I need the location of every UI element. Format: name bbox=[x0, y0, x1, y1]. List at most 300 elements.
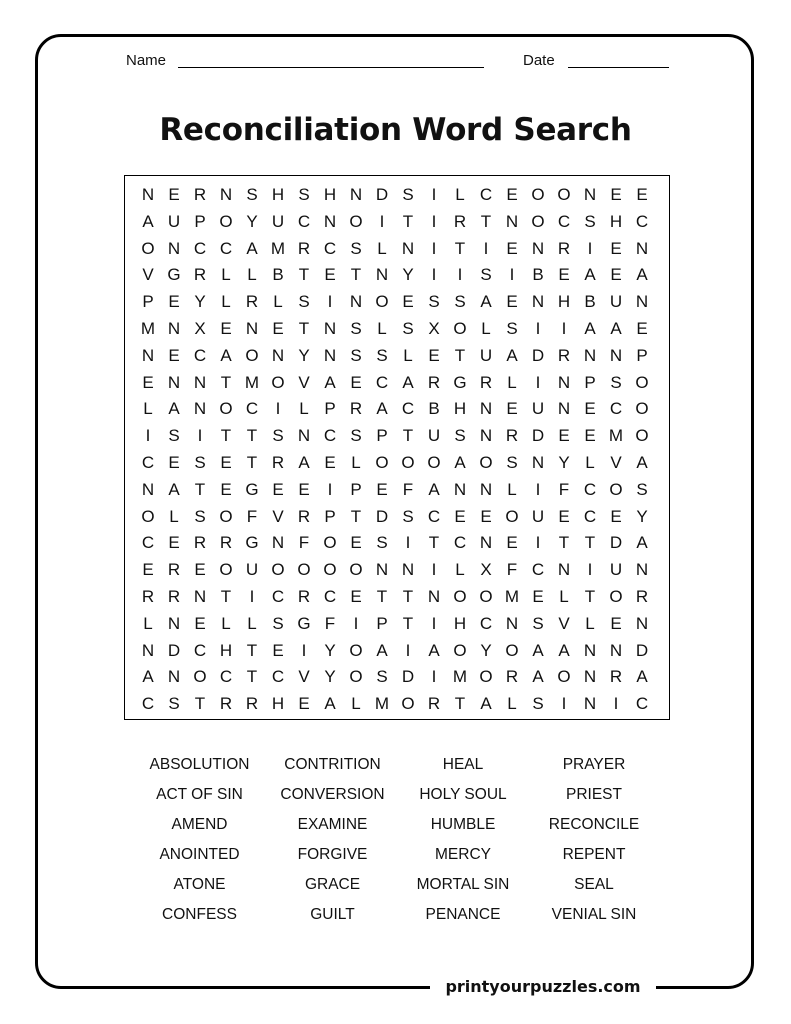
grid-letter: I bbox=[535, 319, 541, 338]
grid-letter: N bbox=[401, 238, 415, 258]
grid-letter: M bbox=[270, 238, 286, 258]
grid-letter: I bbox=[301, 640, 307, 660]
grid-letter: F bbox=[298, 533, 310, 553]
grid-row bbox=[135, 610, 655, 637]
grid-letter: I bbox=[561, 319, 567, 338]
grid-letter: N bbox=[193, 372, 207, 392]
grid-letter: P bbox=[584, 372, 596, 392]
grid-letter: O bbox=[531, 211, 545, 231]
grid-row bbox=[135, 449, 655, 476]
grid-letter: T bbox=[220, 372, 232, 392]
grid-letter: N bbox=[141, 479, 155, 499]
grid-letter: E bbox=[324, 265, 336, 285]
grid-letter: E bbox=[324, 453, 336, 472]
grid-letter: O bbox=[479, 453, 493, 472]
grid-letter: A bbox=[324, 694, 336, 714]
grid-letter: R bbox=[245, 292, 259, 312]
grid-letter: B bbox=[428, 399, 440, 419]
word-list-item: SEAL bbox=[574, 876, 614, 893]
grid-letter: M bbox=[244, 372, 260, 392]
grid-letter: O bbox=[219, 211, 233, 231]
name-line bbox=[178, 67, 484, 68]
grid-letter: I bbox=[457, 265, 463, 285]
grid-letter: N bbox=[167, 613, 181, 633]
grid-letter: O bbox=[323, 533, 337, 553]
grid-letter: I bbox=[535, 372, 541, 392]
grid-letter: U bbox=[427, 426, 441, 446]
grid-letter: E bbox=[636, 319, 648, 338]
grid-letter: S bbox=[168, 694, 180, 714]
grid-letter: A bbox=[376, 640, 388, 660]
grid-letter: H bbox=[271, 694, 285, 714]
grid-letter: Y bbox=[194, 292, 206, 312]
grid-letter: O bbox=[349, 211, 363, 231]
grid-letter: P bbox=[324, 506, 336, 526]
grid-letter: V bbox=[298, 372, 310, 392]
grid-letter: F bbox=[246, 506, 258, 526]
grid-letter: H bbox=[219, 640, 233, 660]
grid-letter: L bbox=[299, 399, 309, 419]
grid-letter: R bbox=[167, 560, 181, 580]
grid-letter: V bbox=[610, 453, 622, 472]
grid-letter: A bbox=[584, 265, 596, 285]
grid-letter: C bbox=[271, 587, 285, 606]
grid-letter: O bbox=[427, 453, 441, 472]
grid-letter: C bbox=[141, 533, 155, 553]
grid-letter: R bbox=[505, 667, 519, 687]
grid-letter: E bbox=[558, 265, 570, 285]
grid-letter: O bbox=[401, 694, 415, 714]
grid-letter: C bbox=[141, 694, 155, 714]
grid-letter: N bbox=[583, 694, 597, 714]
grid-letter: A bbox=[142, 667, 154, 687]
grid-letter: N bbox=[245, 319, 259, 338]
grid-letter: E bbox=[506, 399, 518, 419]
grid-letter: O bbox=[479, 667, 493, 687]
grid-letter: E bbox=[168, 533, 180, 553]
grid-letter: E bbox=[506, 533, 518, 553]
grid-row bbox=[135, 663, 655, 690]
grid-letter: L bbox=[273, 292, 283, 312]
grid-letter: S bbox=[246, 185, 258, 204]
grid-letter: A bbox=[298, 453, 310, 472]
grid-letter: N bbox=[609, 345, 623, 365]
grid-letter: E bbox=[402, 292, 414, 312]
grid-letter: O bbox=[297, 560, 311, 580]
grid-letter: S bbox=[428, 292, 440, 312]
grid-letter: R bbox=[219, 694, 233, 714]
grid-letter: C bbox=[323, 587, 337, 606]
grid-letter: I bbox=[249, 587, 255, 606]
grid-letter: T bbox=[350, 265, 362, 285]
grid-letter: Y bbox=[636, 506, 648, 526]
word-list-item: MERCY bbox=[435, 846, 491, 863]
grid-letter: T bbox=[558, 533, 570, 553]
grid-letter: M bbox=[504, 587, 520, 606]
grid-letter: E bbox=[168, 292, 180, 312]
grid-letter: N bbox=[349, 185, 363, 204]
grid-letter: Y bbox=[480, 640, 492, 660]
word-list-item: MORTAL SIN bbox=[416, 876, 510, 893]
grid-letter: L bbox=[507, 372, 517, 392]
grid-letter: R bbox=[297, 506, 311, 526]
grid-letter: E bbox=[506, 185, 518, 204]
grid-letter: R bbox=[427, 694, 441, 714]
grid-letter: E bbox=[558, 506, 570, 526]
word-list-item: PENANCE bbox=[425, 906, 501, 923]
grid-letter: D bbox=[531, 426, 545, 446]
grid-letter: S bbox=[272, 613, 284, 633]
grid-letter: O bbox=[245, 345, 259, 365]
grid-letter: S bbox=[402, 319, 414, 338]
grid-letter: N bbox=[635, 560, 649, 580]
grid-letter: A bbox=[584, 319, 596, 338]
grid-letter: C bbox=[245, 399, 259, 419]
grid-letter: E bbox=[610, 185, 622, 204]
grid-letter: D bbox=[375, 185, 389, 204]
grid-letter: O bbox=[557, 667, 571, 687]
grid-letter: C bbox=[297, 211, 311, 231]
grid-letter: E bbox=[610, 613, 622, 633]
grid-letter: T bbox=[454, 345, 466, 365]
grid-letter: O bbox=[635, 399, 649, 419]
grid-row bbox=[135, 288, 655, 315]
grid-letter: E bbox=[506, 292, 518, 312]
grid-letter: L bbox=[143, 613, 153, 633]
word-list-item: FORGIVE bbox=[297, 846, 368, 863]
grid-letter: A bbox=[428, 640, 440, 660]
grid-letter: N bbox=[583, 185, 597, 204]
grid-letter: L bbox=[377, 319, 387, 338]
grid-letter: P bbox=[376, 613, 388, 633]
grid-letter: O bbox=[375, 453, 389, 472]
grid-row bbox=[135, 181, 655, 208]
grid-letter: T bbox=[454, 238, 466, 258]
grid-letter: O bbox=[375, 292, 389, 312]
grid-letter: I bbox=[483, 238, 489, 258]
grid-letter: R bbox=[297, 587, 311, 606]
grid-letter: E bbox=[610, 238, 622, 258]
grid-letter: C bbox=[271, 667, 285, 687]
date-label: Date bbox=[523, 52, 555, 69]
grid-letter: I bbox=[561, 694, 567, 714]
grid-letter: T bbox=[194, 479, 206, 499]
grid-letter: R bbox=[505, 426, 519, 446]
grid-letter: I bbox=[587, 238, 593, 258]
grid-letter: N bbox=[531, 292, 545, 312]
grid-letter: O bbox=[349, 560, 363, 580]
grid-letter: E bbox=[142, 372, 154, 392]
grid-row bbox=[135, 342, 655, 369]
grid-letter: S bbox=[272, 426, 284, 446]
grid-letter: M bbox=[374, 694, 390, 714]
grid-letter: S bbox=[194, 453, 206, 472]
grid-letter: A bbox=[610, 319, 622, 338]
grid-letter: O bbox=[219, 399, 233, 419]
grid-letter: I bbox=[431, 185, 437, 204]
grid-letter: A bbox=[246, 238, 258, 258]
grid-letter: A bbox=[506, 345, 518, 365]
grid-letter: I bbox=[275, 399, 281, 419]
grid-letter: G bbox=[297, 613, 311, 633]
grid-letter: A bbox=[402, 372, 414, 392]
grid-letter: O bbox=[453, 319, 467, 338]
grid-letter: O bbox=[271, 372, 285, 392]
grid-letter: I bbox=[431, 265, 437, 285]
grid-letter: F bbox=[558, 479, 570, 499]
grid-letter: C bbox=[141, 453, 155, 472]
grid-letter: O bbox=[453, 587, 467, 606]
grid-letter: Y bbox=[558, 453, 570, 472]
grid-letter: N bbox=[557, 560, 571, 580]
grid-letter: S bbox=[610, 372, 622, 392]
grid-letter: T bbox=[298, 319, 310, 338]
grid-letter: N bbox=[505, 211, 519, 231]
grid-letter: R bbox=[141, 587, 155, 606]
grid-letter: N bbox=[479, 399, 493, 419]
word-list-item: GUILT bbox=[310, 906, 355, 923]
grid-letter: V bbox=[298, 667, 310, 687]
word-list-item: ACT OF SIN bbox=[156, 786, 243, 803]
grid-letter: M bbox=[140, 319, 156, 338]
grid-letter: B bbox=[272, 265, 284, 285]
grid-letter: N bbox=[557, 399, 571, 419]
grid-letter: I bbox=[535, 479, 541, 499]
grid-letter: A bbox=[324, 372, 336, 392]
grid-letter: I bbox=[431, 667, 437, 687]
grid-letter: N bbox=[141, 345, 155, 365]
grid-letter: N bbox=[531, 453, 545, 472]
grid-letter: S bbox=[480, 265, 492, 285]
grid-letter: O bbox=[505, 506, 519, 526]
grid-letter: N bbox=[583, 667, 597, 687]
grid-letter: D bbox=[167, 640, 181, 660]
grid-letter: T bbox=[246, 667, 258, 687]
word-list-item: CONTRITION bbox=[284, 756, 381, 773]
grid-letter: X bbox=[428, 319, 440, 338]
grid-letter: E bbox=[558, 426, 570, 446]
grid-row bbox=[135, 261, 655, 288]
grid-letter: R bbox=[271, 453, 285, 472]
grid-letter: E bbox=[298, 694, 310, 714]
word-list-item: PRAYER bbox=[562, 756, 626, 773]
grid-letter: E bbox=[298, 479, 310, 499]
grid-letter: E bbox=[636, 185, 648, 204]
grid-letter: E bbox=[480, 506, 492, 526]
grid-letter: I bbox=[327, 292, 333, 312]
grid-letter: R bbox=[349, 399, 363, 419]
grid-letter: A bbox=[636, 453, 648, 472]
grid-letter: T bbox=[402, 426, 414, 446]
grid-letter: S bbox=[350, 238, 362, 258]
grid-letter: S bbox=[532, 694, 544, 714]
grid-letter: P bbox=[376, 426, 388, 446]
grid-letter: S bbox=[584, 211, 596, 231]
grid-letter: I bbox=[327, 479, 333, 499]
grid-letter: U bbox=[531, 506, 545, 526]
grid-letter: A bbox=[454, 453, 466, 472]
grid-letter: N bbox=[635, 613, 649, 633]
grid-letter: I bbox=[587, 560, 593, 580]
grid-letter: P bbox=[324, 399, 336, 419]
grid-letter: U bbox=[531, 399, 545, 419]
grid-letter: P bbox=[636, 345, 648, 365]
grid-letter: E bbox=[532, 587, 544, 606]
grid-letter: C bbox=[401, 399, 415, 419]
grid-letter: N bbox=[349, 292, 363, 312]
grid-letter: E bbox=[168, 345, 180, 365]
grid-letter: Y bbox=[246, 211, 258, 231]
grid-letter: U bbox=[271, 211, 285, 231]
grid-letter: R bbox=[635, 587, 649, 606]
grid-row bbox=[135, 369, 655, 396]
grid-letter: C bbox=[635, 694, 649, 714]
grid-letter: C bbox=[531, 560, 545, 580]
grid-row bbox=[135, 503, 655, 530]
grid-letter: C bbox=[219, 667, 233, 687]
grid-letter: A bbox=[636, 265, 648, 285]
grid-letter: I bbox=[535, 533, 541, 553]
grid-letter: O bbox=[557, 185, 571, 204]
grid-letter: A bbox=[532, 667, 544, 687]
grid-letter: S bbox=[454, 426, 466, 446]
grid-letter: L bbox=[351, 453, 361, 472]
grid-letter: E bbox=[194, 560, 206, 580]
date-line bbox=[568, 67, 669, 68]
grid-letter: D bbox=[401, 667, 415, 687]
grid-letter: O bbox=[531, 185, 545, 204]
grid-letter: T bbox=[402, 613, 414, 633]
grid-letter: D bbox=[531, 345, 545, 365]
word-list bbox=[133, 752, 661, 932]
grid-letter: I bbox=[509, 265, 515, 285]
grid-letter: L bbox=[221, 613, 231, 633]
grid-letter: F bbox=[324, 613, 336, 633]
grid-row bbox=[135, 208, 655, 235]
grid-letter: S bbox=[376, 533, 388, 553]
grid-letter: E bbox=[376, 479, 388, 499]
grid-letter: H bbox=[271, 185, 285, 204]
grid-letter: O bbox=[323, 560, 337, 580]
grid-letter: I bbox=[405, 533, 411, 553]
grid-letter: L bbox=[403, 345, 413, 365]
grid-row bbox=[135, 583, 655, 610]
grid-letter: C bbox=[609, 399, 623, 419]
grid-letter: R bbox=[609, 667, 623, 687]
grid-row bbox=[135, 395, 655, 422]
grid-letter: A bbox=[558, 640, 570, 660]
grid-letter: P bbox=[142, 292, 154, 312]
grid-letter: R bbox=[193, 265, 207, 285]
grid-letter: O bbox=[219, 506, 233, 526]
word-list-item: HEAL bbox=[442, 756, 484, 773]
word-list-item: EXAMINE bbox=[297, 816, 368, 833]
grid-letter: A bbox=[142, 211, 154, 231]
grid-letter: N bbox=[271, 533, 285, 553]
grid-letter: T bbox=[584, 587, 596, 606]
grid-letter: R bbox=[167, 587, 181, 606]
grid-letter: M bbox=[608, 426, 624, 446]
grid-letter: O bbox=[349, 640, 363, 660]
grid-letter: N bbox=[167, 319, 181, 338]
grid-letter: S bbox=[350, 319, 362, 338]
word-list-item: ABSOLUTION bbox=[149, 756, 250, 773]
grid-letter: A bbox=[480, 292, 492, 312]
grid-letter: D bbox=[635, 640, 649, 660]
word-list-item: RECONCILE bbox=[548, 816, 640, 833]
page-title: Reconciliation Word Search bbox=[159, 112, 632, 148]
grid-letter: T bbox=[376, 587, 388, 606]
grid-letter: T bbox=[246, 426, 258, 446]
grid-letter: L bbox=[481, 319, 491, 338]
grid-letter: N bbox=[271, 345, 285, 365]
grid-letter: E bbox=[272, 319, 284, 338]
grid-letter: L bbox=[455, 560, 465, 580]
grid-letter: A bbox=[480, 694, 492, 714]
grid-letter: N bbox=[635, 292, 649, 312]
grid-letter: T bbox=[220, 426, 232, 446]
grid-letter: C bbox=[479, 613, 493, 633]
grid-letter: L bbox=[169, 506, 179, 526]
grid-letter: E bbox=[168, 185, 180, 204]
grid-letter: T bbox=[220, 587, 232, 606]
grid-letter: C bbox=[193, 238, 207, 258]
grid-letter: S bbox=[298, 185, 310, 204]
grid-letter: G bbox=[245, 479, 259, 499]
grid-letter: O bbox=[219, 560, 233, 580]
grid-letter: T bbox=[246, 453, 258, 472]
grid-row bbox=[135, 556, 655, 583]
grid-letter: N bbox=[323, 211, 337, 231]
grid-letter: C bbox=[427, 506, 441, 526]
grid-letter: N bbox=[453, 479, 467, 499]
grid-letter: H bbox=[609, 211, 623, 231]
grid-letter: S bbox=[168, 426, 180, 446]
grid-letter: E bbox=[220, 319, 232, 338]
grid-letter: H bbox=[323, 185, 337, 204]
grid-letter: A bbox=[168, 399, 180, 419]
word-list-item: GRACE bbox=[304, 876, 361, 893]
grid-letter: E bbox=[350, 533, 362, 553]
grid-letter: A bbox=[220, 345, 232, 365]
grid-letter: O bbox=[193, 667, 207, 687]
grid-letter: T bbox=[584, 533, 596, 553]
grid-letter: S bbox=[376, 667, 388, 687]
grid-letter: C bbox=[479, 185, 493, 204]
grid-letter: L bbox=[351, 694, 361, 714]
grid-letter: N bbox=[635, 238, 649, 258]
grid-row bbox=[135, 422, 655, 449]
grid-letter: N bbox=[323, 319, 337, 338]
grid-letter: N bbox=[427, 587, 441, 606]
grid-letter: E bbox=[610, 506, 622, 526]
letter-grid bbox=[124, 175, 670, 720]
grid-letter: Y bbox=[402, 265, 414, 285]
grid-letter: L bbox=[507, 694, 517, 714]
grid-letter: N bbox=[141, 640, 155, 660]
grid-letter: C bbox=[583, 506, 597, 526]
grid-letter: T bbox=[298, 265, 310, 285]
grid-letter: R bbox=[193, 533, 207, 553]
grid-letter: N bbox=[323, 345, 337, 365]
grid-letter: N bbox=[193, 399, 207, 419]
grid-letter: E bbox=[350, 587, 362, 606]
grid-letter: I bbox=[405, 640, 411, 660]
grid-letter: L bbox=[247, 265, 257, 285]
grid-letter: O bbox=[141, 506, 155, 526]
grid-row bbox=[135, 315, 655, 342]
grid-letter: N bbox=[505, 613, 519, 633]
